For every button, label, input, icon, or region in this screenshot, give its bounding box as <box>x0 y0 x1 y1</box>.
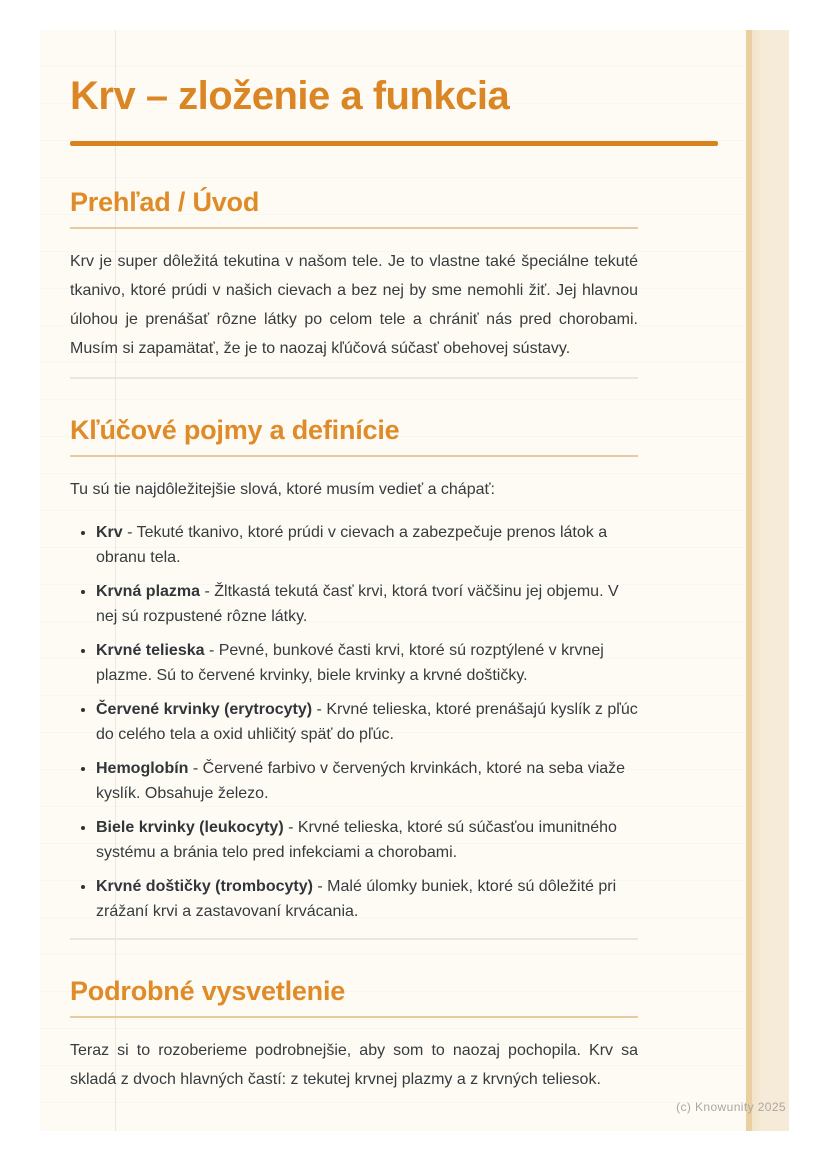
list-item <box>96 697 638 747</box>
term-name: Krvné doštičky (trombocyty) <box>96 878 313 895</box>
term-definition: Žltkastá tekutá časť krvi, ktorá tvorí väčšinu jej objemu. V nej sú rozpustené rôzne látky. <box>96 583 619 625</box>
term-definition: Tekuté tkanivo, ktoré prúdi v cievach a zabezpečuje prenos látok a obranu tela. <box>96 524 608 566</box>
term-name: Krvné telieska <box>96 642 205 659</box>
overview-paragraph: Krv je super dôležitá tekutina v našom tele. Je to vlastne také špeciálne tekuté tkanivo, ktoré prúdi v našich cievach a bez nej by sme nemohli žiť. Jej hlavnou úlohou je prenášať rôzne látky po celom tele a chrániť nás pred chorobami. Musím si zapamätať, že je to naozaj kľúčová súčasť obehovej sústavy. <box>70 253 638 357</box>
list-item <box>96 638 638 688</box>
term-separator: - <box>122 524 137 541</box>
key-terms-intro: Tu sú tie najdôležitejšie slová, ktoré musím vedieť a chápať: <box>70 481 495 498</box>
document-content <box>40 30 638 1094</box>
term-separator: - <box>312 701 327 718</box>
term-separator: - <box>312 878 328 895</box>
list-item <box>96 520 638 570</box>
term-separator: - <box>204 642 219 659</box>
document-page <box>40 30 746 1131</box>
term-definition: Malé úlomky buniek, ktoré sú dôležité pri zrážaní krvi a zastavovaní krvácania. <box>96 878 617 920</box>
title-underline-rule <box>70 141 718 146</box>
section-divider <box>70 377 638 379</box>
list-item <box>96 756 638 806</box>
section-heading-overview: Prehľad / Úvod <box>70 187 638 229</box>
section-heading-detailed-explanation: Podrobné vysvetlenie <box>70 976 638 1018</box>
term-definition: Krvné telieska, ktoré sú súčasťou imunitného systému a bránia telo pred infekciami a chorobami. <box>96 819 617 861</box>
term-definition: Červené farbivo v červených krvinkách, ktoré na seba viaže kyslík. Obsahuje železo. <box>96 760 626 802</box>
list-item <box>96 579 638 629</box>
section-key-terms <box>70 415 638 924</box>
list-item <box>96 874 638 924</box>
term-name: Hemoglobín <box>96 760 189 777</box>
term-separator: - <box>188 760 203 777</box>
detailed-explanation-paragraph: Teraz si to rozoberieme podrobnejšie, aby som to naozaj pochopila. Krv sa skladá z dvoch hlavných častí: z tekutej krvnej plazmy a z krvných teliesok. <box>70 1042 638 1088</box>
next-page-edge <box>746 30 789 1131</box>
page-title: Krv – zloženie a funkcia <box>70 74 510 118</box>
term-definition: Krvné telieska, ktoré prenášajú kyslík z pľúc do celého tela a oxid uhličitý späť do pľúc. <box>96 701 638 743</box>
key-terms-list <box>70 520 638 924</box>
watermark: (c) Knowunity 2025 <box>676 1100 786 1114</box>
term-definition: Pevné, bunkové časti krvi, ktoré sú rozptýlené v krvnej plazme. Sú to červené krvinky, biele krvinky a krvné doštičky. <box>96 642 604 684</box>
term-separator: - <box>200 583 215 600</box>
term-separator: - <box>283 819 298 836</box>
term-name: Červené krvinky (erytrocyty) <box>96 701 313 718</box>
term-name: Biele krvinky (leukocyty) <box>96 819 284 836</box>
section-divider <box>70 938 638 940</box>
section-heading-key-terms: Kľúčové pojmy a definície <box>70 415 638 457</box>
section-overview <box>70 187 638 363</box>
list-item <box>96 815 638 865</box>
section-detailed-explanation <box>70 976 638 1094</box>
term-name: Krvná plazma <box>96 583 201 600</box>
term-name: Krv <box>96 524 123 541</box>
